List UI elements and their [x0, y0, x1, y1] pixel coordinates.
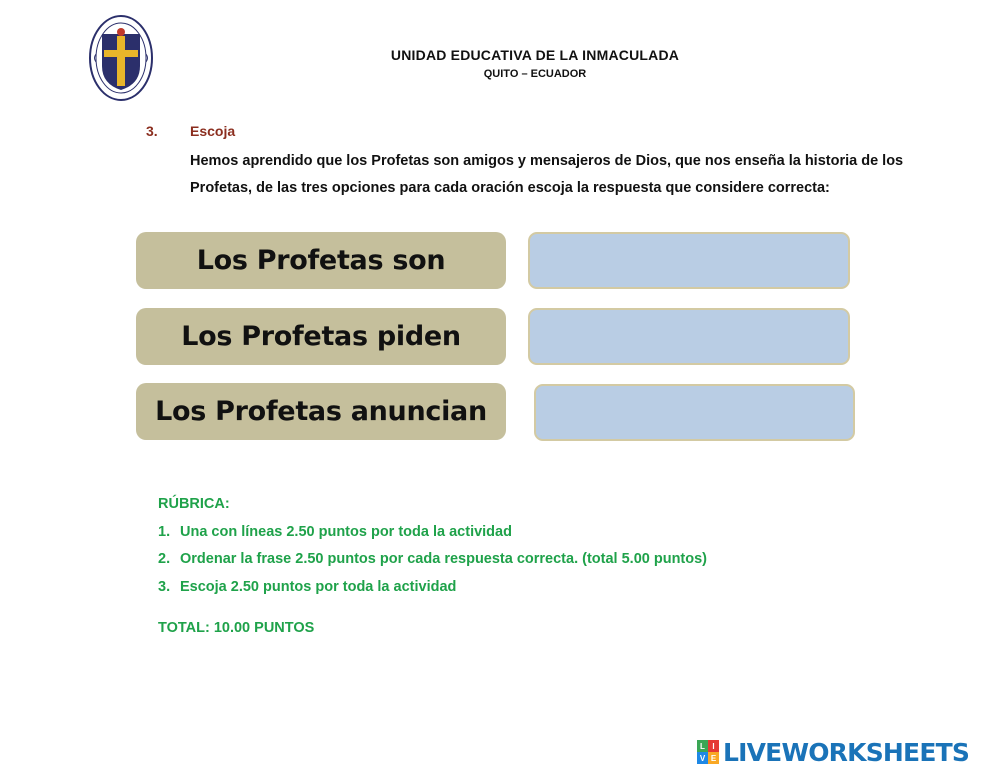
rubric-item	[158, 524, 512, 540]
question-number: 3.	[146, 123, 158, 139]
question-instructions: Hemos aprendido que los Profetas son amigos y mensajeros de Dios, que nos enseña la historia de los Profetas, de las tres opciones para cada oración escoja la respuesta que considere correcta:	[190, 153, 904, 196]
rubric-item-text: Una con líneas 2.50 puntos por toda la actividad	[180, 524, 512, 540]
prompt-label-2: Los Profetas piden	[136, 308, 506, 365]
badge-letter: L	[697, 740, 708, 752]
liveworksheets-wordmark: LIVEWORKSHEETS	[723, 737, 970, 767]
school-crest-icon	[88, 14, 154, 102]
rubric-title: RÚBRICA:	[158, 496, 230, 512]
prompt-label-3: Los Profetas anuncian	[136, 383, 506, 440]
school-name: UNIDAD EDUCATIVA DE LA INMACULADA	[390, 47, 680, 63]
liveworksheets-logo[interactable]	[697, 737, 969, 767]
rubric-item	[158, 551, 707, 567]
badge-letter: E	[708, 752, 719, 764]
question-title: Escoja	[190, 123, 236, 139]
rubric-item-text: Escoja 2.50 puntos por toda la actividad	[180, 579, 457, 595]
rubric-item	[158, 579, 456, 595]
rubric-item-number: 1.	[158, 524, 171, 540]
rubric-total: TOTAL: 10.00 PUNTOS	[158, 620, 315, 636]
rubric-item-number: 2.	[158, 551, 171, 567]
rubric-item-text: Ordenar la frase 2.50 puntos por cada respuesta correcta. (total 5.00 puntos)	[180, 551, 707, 567]
prompt-label-1: Los Profetas son	[136, 232, 506, 289]
answer-dropdown-1[interactable]	[528, 232, 850, 289]
school-city: QUITO – ECUADOR	[483, 68, 587, 80]
badge-letter: V	[697, 752, 708, 764]
answer-dropdown-2[interactable]	[528, 308, 850, 365]
badge-letter: I	[708, 740, 719, 752]
answer-dropdown-3[interactable]	[534, 384, 855, 441]
rubric-item-number: 3.	[158, 579, 171, 595]
liveworksheets-badge-icon	[697, 740, 719, 764]
